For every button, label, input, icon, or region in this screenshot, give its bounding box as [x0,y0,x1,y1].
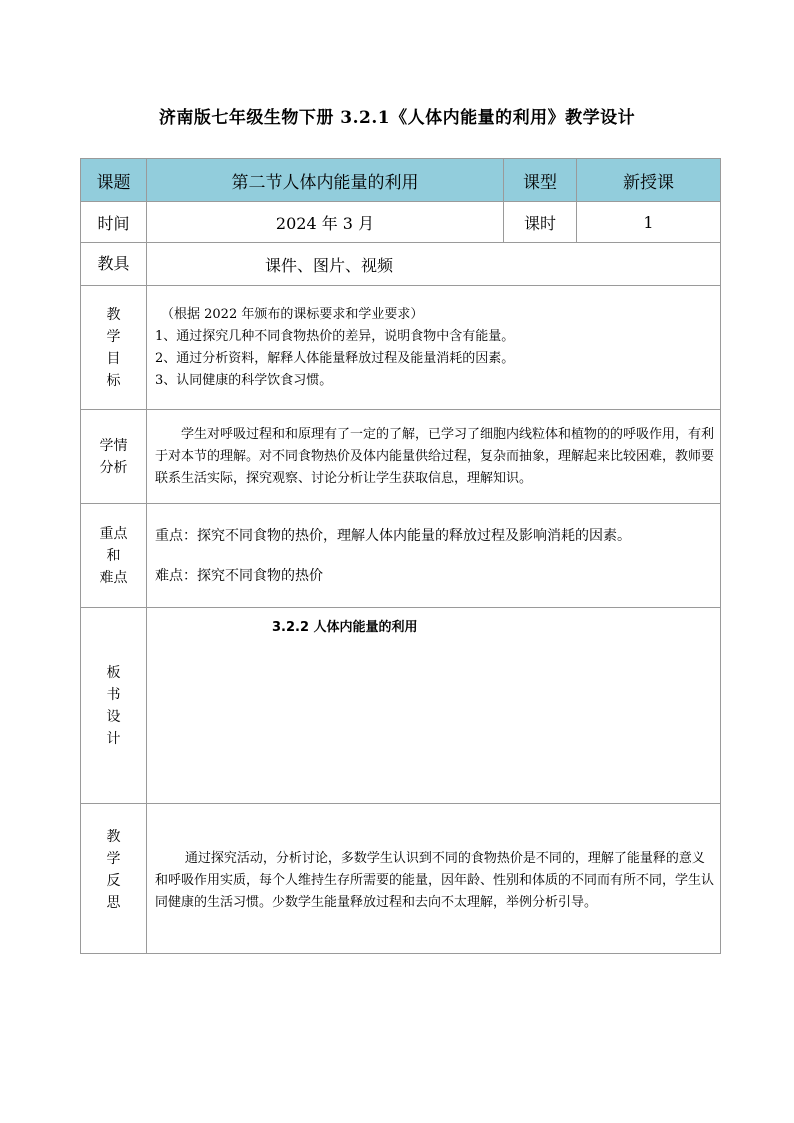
objectives-row [81,286,721,410]
objectives-content [147,286,721,410]
header-row [81,159,721,202]
key-point-text: 重点：探究不同食物的热价，理解人体内能量的释放过程及影响消耗的因素。 [155,527,631,544]
topic-value: 第二节人体内能量的利用 [147,159,504,202]
analysis-text: 学生对呼吸过程和和原理有了一定的了解，已学习了细胞内线粒体和植物的的呼吸作用，有利于对本节的理解。对不同食物热价及体内能量供给过程，复杂而抽象，理解起来比较困难，教师要联系生活实际，探究观察、讨论分析让学生获取信息，理解知识。 [155,426,715,486]
analysis-label: 学情 分析 [81,410,147,504]
type-value: 新授课 [577,159,721,202]
analysis-row [81,410,721,504]
difficult-point-text: 难点：探究不同食物的热价 [155,567,323,584]
lesson-plan-table [80,158,721,954]
objective-item-2: 2、通过分析资料，解释人体能量释放过程及能量消耗的因素。 [155,350,515,366]
key-points-content [147,504,721,608]
objective-item-1: 1、通过探究几种不同食物热价的差异，说明食物中含有能量。 [155,328,515,344]
reflection-label: 教 学 反 思 [81,804,147,954]
reflection-text: 通过探究活动，分析讨论，多数学生认识到不同的食物热价是不同的，理解了能量释的意义和呼吸作用实质，每个人维持生存所需要的能量，因年龄、性别和体质的不同而有所不同，学生认同健康的生活习惯。少数学生能量释放过程和去向不太理解，举例分析引导。 [155,851,715,910]
board-content [147,608,721,804]
topic-label: 课题 [81,159,147,202]
key-points-label: 重点 和 难点 [81,504,147,608]
reflection-row [81,804,721,954]
board-label: 板 书 设 计 [81,608,147,804]
analysis-content [147,410,721,504]
objectives-label: 教 学 目 标 [81,286,147,410]
periods-value: 1 [577,202,721,243]
key-points-row [81,504,721,608]
document-title: 济南版七年级生物下册 3.2.1《人体内能量的利用》教学设计 [158,108,636,128]
time-value: 2024 年 3 月 [147,202,504,243]
board-row [81,608,721,804]
tools-value: 课件、图片、视频 [147,243,721,286]
type-label: 课型 [504,159,577,202]
objectives-intro: （根据 2022 年颁布的课标要求和学业要求） [161,306,424,322]
time-row [81,202,721,243]
board-title: 3.2.2 人体内能量的利用 [272,620,418,635]
tools-label: 教具 [81,243,147,286]
objective-item-3: 3、认同健康的科学饮食习惯。 [155,372,333,388]
time-label: 时间 [81,202,147,243]
tools-row [81,243,721,286]
reflection-content [147,804,721,954]
periods-label: 课时 [504,202,577,243]
